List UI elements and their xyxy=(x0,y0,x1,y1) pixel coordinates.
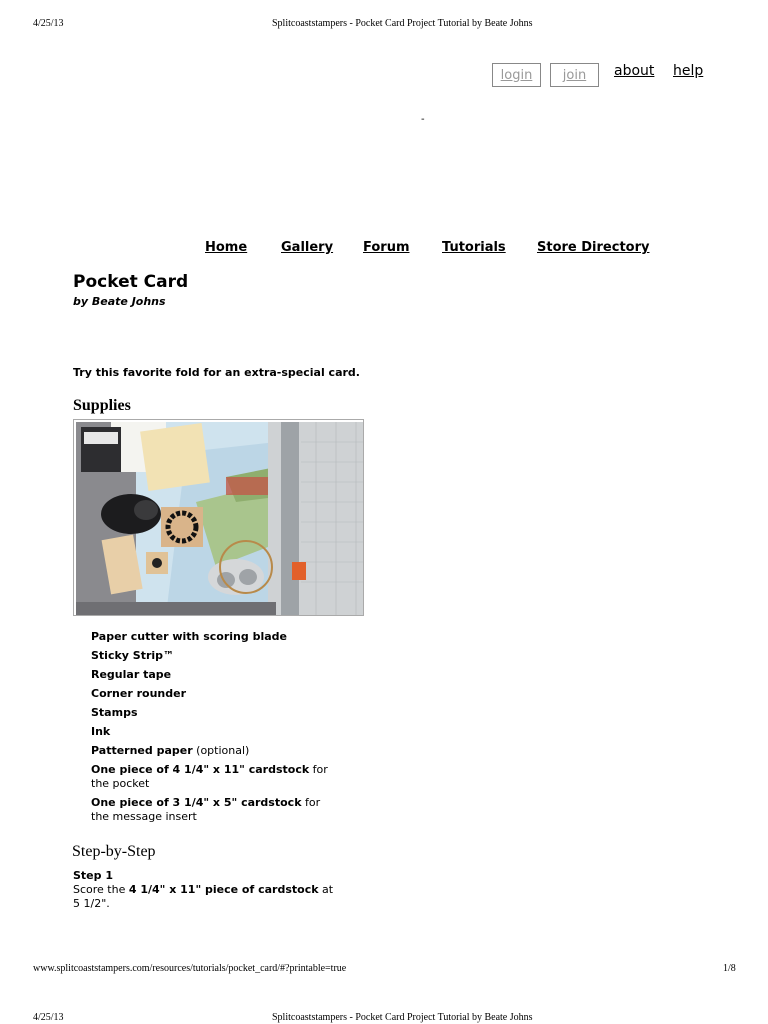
page-title: Pocket Card xyxy=(73,272,189,292)
supplies-heading: Supplies xyxy=(73,397,131,414)
print-url: www.splitcoaststampers.com/resources/tutorials/pocket_card/#?printable=true xyxy=(33,963,347,974)
print-title-2: Splitcoaststampers - Pocket Card Project Tutorial by Beate Johns xyxy=(272,1012,533,1023)
list-item: Patterned paper (optional) xyxy=(91,744,250,757)
list-item: One piece of 3 1/4" x 5" cardstock for the message insert xyxy=(91,796,321,823)
step-1 xyxy=(73,869,343,911)
step-label: Step 1 xyxy=(73,869,113,882)
nav-gallery[interactable]: Gallery xyxy=(281,240,334,255)
intro-text: Try this favorite fold for an extra-special card. xyxy=(73,366,360,379)
list-item: Paper cutter with scoring blade xyxy=(91,630,287,643)
print-title: Splitcoaststampers - Pocket Card Project Tutorial by Beate Johns xyxy=(272,18,533,29)
nav-home[interactable]: Home xyxy=(205,240,248,255)
supplies-list xyxy=(91,630,336,829)
help-link[interactable]: help xyxy=(673,63,704,79)
list-item: Regular tape xyxy=(91,668,172,681)
print-date-2: 4/25/13 xyxy=(33,1012,64,1023)
list-item: Ink xyxy=(91,725,111,738)
list-item: Corner rounder xyxy=(91,687,187,700)
print-page-number: 1/8 xyxy=(723,963,736,974)
steps-heading: Step-by-Step xyxy=(72,843,156,860)
supplies-photo-image xyxy=(76,422,363,615)
supplies-photo xyxy=(73,419,364,616)
nav-forum[interactable]: Forum xyxy=(363,240,410,255)
list-item: Sticky Strip™ xyxy=(91,649,175,662)
list-item: One piece of 4 1/4" x 11" cardstock for the pocket xyxy=(91,763,328,790)
nav-store-directory[interactable]: Store Directory xyxy=(537,240,650,255)
separator-dash: - xyxy=(421,114,425,125)
print-date: 4/25/13 xyxy=(33,18,64,29)
author-byline: by Beate Johns xyxy=(73,295,166,308)
login-button[interactable]: login xyxy=(492,63,541,87)
step-text: Score the 4 1/4" x 11" piece of cardstock at 5 1/2". xyxy=(73,883,334,910)
join-button[interactable]: join xyxy=(550,63,599,87)
list-item: Stamps xyxy=(91,706,138,719)
nav-tutorials[interactable]: Tutorials xyxy=(442,240,506,255)
about-link[interactable]: about xyxy=(614,63,655,79)
